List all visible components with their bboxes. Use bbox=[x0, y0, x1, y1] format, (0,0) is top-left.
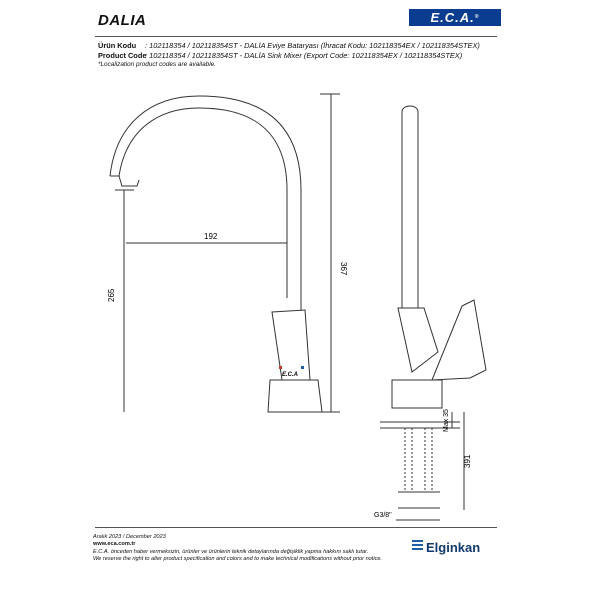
dim-spout-height: 265 bbox=[107, 288, 116, 302]
hose-left bbox=[405, 428, 425, 492]
eca-logo: E.C.A.® bbox=[409, 9, 501, 26]
localization-note: *Localization product codes are available. bbox=[98, 61, 216, 69]
footer-notice-en: We reserve the right to alter product specification and colors and to make technical modifications without prior notice. bbox=[93, 556, 383, 563]
spout-outer bbox=[119, 108, 287, 298]
footer-divider bbox=[95, 527, 497, 528]
page-title: DALIA bbox=[98, 12, 147, 29]
faucet-logo: E.C.A bbox=[282, 372, 299, 378]
footer-website: www.eca.com.tr bbox=[93, 541, 136, 548]
side-base bbox=[392, 380, 442, 408]
spout-tip bbox=[110, 176, 139, 186]
dim-max-thickness: Max 35 bbox=[443, 409, 450, 432]
dim-shank-length: 391 bbox=[463, 454, 472, 468]
hose-right bbox=[412, 428, 432, 492]
footer bbox=[93, 534, 382, 564]
footer-notice-tr: E.C.A. önceden haber vermeksizin, ürünler ve ürünlerin teknik detaylarında değişiklik yapma hakkını saklı tutar. bbox=[93, 548, 369, 555]
tr-code-label: Ürün Kodu bbox=[98, 41, 137, 50]
mixer-base bbox=[268, 380, 322, 412]
dim-thread: G3/8" bbox=[374, 512, 392, 519]
dim-spout-reach: 192 bbox=[204, 232, 218, 241]
side-handle bbox=[432, 300, 486, 380]
elginkan-brand: Elginkan bbox=[412, 538, 480, 555]
footer-date: Aralık 2023 / December 2023 bbox=[93, 534, 166, 540]
spout-inner bbox=[110, 96, 301, 310]
side-body bbox=[398, 308, 438, 372]
tr-code-value: : 102118354 / 102118354ST - DALİA Eviye Bataryası (İhracat Kodu: 102118354EX / 102118354STEX) bbox=[145, 41, 480, 50]
mixer-body bbox=[272, 310, 310, 380]
side-spout bbox=[402, 106, 418, 308]
dim-total-height: 367 bbox=[339, 262, 348, 276]
en-code-value: : 102118354 / 102118354ST - DALİA Sink Mixer (Export Code: 102118354EX / 102118354STEX) bbox=[145, 50, 463, 60]
elginkan-logo-icon bbox=[412, 538, 423, 552]
en-code-label: Product Code bbox=[98, 50, 147, 60]
